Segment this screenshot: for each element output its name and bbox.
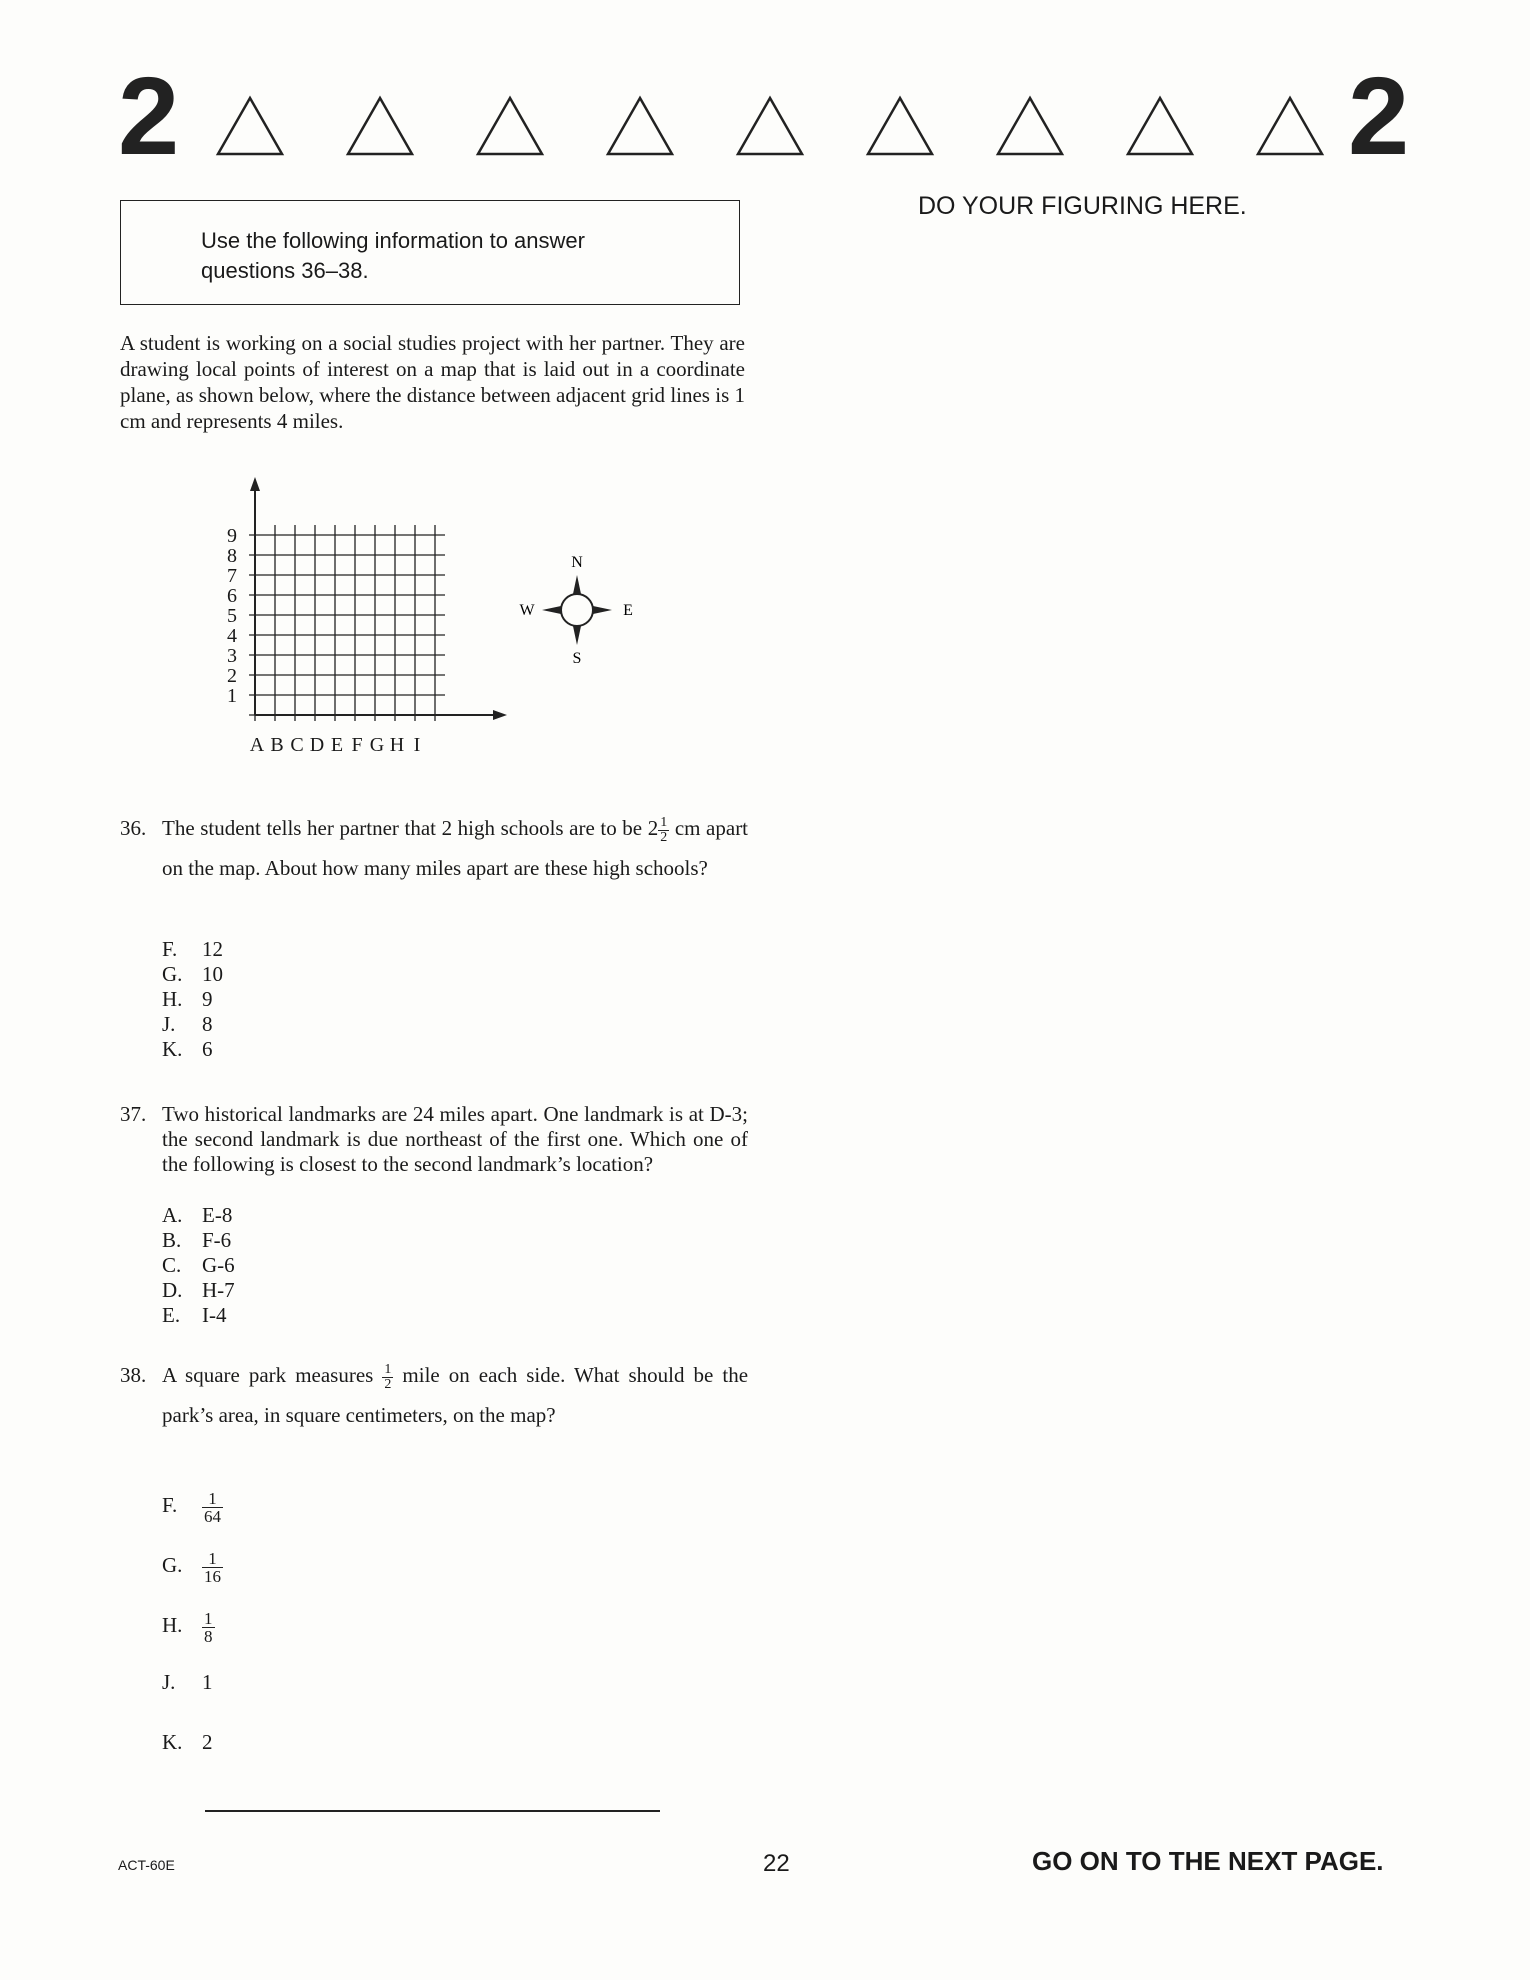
triangle-outline-icon — [735, 95, 805, 157]
option-letter: H. — [162, 1613, 183, 1638]
triangle-outline-icon — [865, 95, 935, 157]
question-stem: Two historical landmarks are 24 miles apart. One landmark is at D-3; the second landmark is due northeast of the first one. Which one of the following is closest to the second landmark’s location? — [162, 1102, 748, 1176]
answer-option[interactable] — [162, 1610, 215, 1645]
option-value: 10 — [202, 962, 223, 986]
option-letter: F. — [162, 937, 178, 961]
option-value: 9 — [202, 987, 213, 1011]
question-stem: A square park measures $\frac{1}{2}$ mile on each side. What should be the park’s area, in square centimeters, on the map? — [162, 1361, 749, 1427]
option-value: H-7 — [202, 1278, 235, 1302]
x-axis-label: C — [290, 734, 304, 756]
x-axis-label: G — [369, 734, 385, 756]
x-axis-label: F — [351, 734, 363, 756]
option-value: F-6 — [202, 1228, 232, 1252]
answer-option[interactable] — [162, 1670, 213, 1695]
option-letter: C. — [162, 1253, 182, 1277]
option-letter: B. — [162, 1228, 182, 1252]
y-axis-label: 8 — [227, 545, 237, 567]
answer-option[interactable] — [162, 987, 213, 1012]
y-axis-label: 4 — [227, 625, 237, 647]
compass-south: S — [572, 650, 582, 667]
option-letter: E. — [162, 1303, 181, 1327]
option-fraction: $\frac{1}{64}$ — [204, 1489, 221, 1526]
answer-option[interactable] — [162, 962, 223, 987]
option-value: 6 — [202, 1037, 213, 1061]
triangle-outline-icon — [1255, 95, 1325, 157]
triangle-outline-icon — [1125, 95, 1195, 157]
y-axis-label: 5 — [227, 605, 237, 627]
y-axis-label: 7 — [227, 565, 237, 587]
answer-option[interactable] — [162, 1203, 232, 1228]
next-page-label: GO ON TO THE NEXT PAGE. — [1032, 1846, 1384, 1876]
info-box — [120, 200, 740, 305]
x-axis-label: A — [249, 734, 265, 756]
answer-option[interactable] — [162, 1012, 213, 1037]
coordinate-map — [205, 475, 515, 775]
option-value: 1 — [202, 1670, 213, 1694]
triangle-outline-icon — [215, 95, 285, 157]
y-axis-arrow — [250, 477, 260, 491]
page-number: 22 — [763, 1850, 790, 1877]
triangle-outline-icon — [605, 95, 675, 157]
fraction-one-half: $\frac{1}{2}$ — [660, 814, 668, 845]
option-value: 12 — [202, 937, 223, 961]
map-grid — [249, 525, 445, 721]
y-axis-label: 3 — [227, 645, 237, 667]
option-letter: K. — [162, 1037, 183, 1061]
x-axis-label: E — [330, 734, 344, 756]
section-number-right: 2 — [1348, 55, 1410, 178]
compass-rose-icon — [515, 545, 640, 675]
option-value: I-4 — [202, 1303, 227, 1327]
option-letter: J. — [162, 1670, 176, 1694]
y-axis-label: 1 — [227, 685, 237, 707]
triangle-outline-icon — [995, 95, 1065, 157]
y-axis-label: 2 — [227, 665, 237, 687]
x-axis-label: D — [309, 734, 325, 756]
option-letter: A. — [162, 1203, 183, 1227]
x-axis-label: I — [413, 734, 421, 756]
x-axis-label: B — [270, 734, 284, 756]
answer-option[interactable] — [162, 1037, 213, 1062]
y-axis-label: 6 — [227, 585, 237, 607]
question-number: 37. — [120, 1102, 147, 1126]
answer-option[interactable] — [162, 1278, 235, 1303]
answer-option[interactable] — [162, 1228, 231, 1253]
question-number: 38. — [120, 1363, 147, 1387]
option-value: G-6 — [202, 1253, 235, 1277]
form-code: ACT-60E — [118, 1857, 175, 1873]
y-axis-label: 9 — [227, 525, 237, 547]
option-letter: G. — [162, 962, 183, 986]
option-letter: K. — [162, 1730, 183, 1754]
question-stem: The student tells her partner that 2 high schools are to be 2 $\frac{1}{2}$ cm apart on the map. About how many miles apart are these high schools? — [162, 814, 749, 880]
section-number-left: 2 — [118, 55, 180, 178]
option-value: E-8 — [202, 1203, 233, 1227]
option-letter: G. — [162, 1553, 183, 1578]
answer-option[interactable] — [162, 937, 223, 962]
x-axis-label: H — [389, 734, 405, 756]
answer-option[interactable] — [162, 1253, 235, 1278]
intro-paragraph: A student is working on a social studies project with her partner. They are drawing local points of interest on a map that is laid out in a coordinate plane, as shown below, where the distance between adjacent grid lines is 1 cm and represents 4 miles. — [120, 331, 745, 433]
option-value: 2 — [202, 1730, 213, 1754]
x-axis-arrow — [493, 710, 507, 720]
option-letter: J. — [162, 1012, 176, 1036]
answer-option[interactable] — [162, 1550, 223, 1585]
option-letter: H. — [162, 987, 183, 1011]
option-value: 8 — [202, 1012, 213, 1036]
compass-west: W — [519, 602, 535, 619]
compass-north: N — [571, 554, 583, 571]
triangle-outline-icon — [345, 95, 415, 157]
compass-east: E — [623, 602, 633, 619]
question-number: 36. — [120, 816, 147, 840]
option-letter: D. — [162, 1278, 183, 1302]
option-fraction: $\frac{1}{16}$ — [204, 1549, 221, 1586]
option-letter: F. — [162, 1493, 178, 1518]
footer-rule — [205, 1810, 660, 1812]
info-box-text: Use the following information to answer questions 36–38. — [201, 228, 585, 283]
answer-option[interactable] — [162, 1730, 213, 1755]
figuring-label: DO YOUR FIGURING HERE. — [918, 192, 1247, 220]
option-fraction: $\frac{1}{8}$ — [204, 1609, 213, 1646]
answer-option[interactable] — [162, 1303, 227, 1328]
triangle-outline-icon — [475, 95, 545, 157]
answer-option[interactable] — [162, 1490, 223, 1525]
fraction-one-half: $\frac{1}{2}$ — [384, 1361, 392, 1392]
